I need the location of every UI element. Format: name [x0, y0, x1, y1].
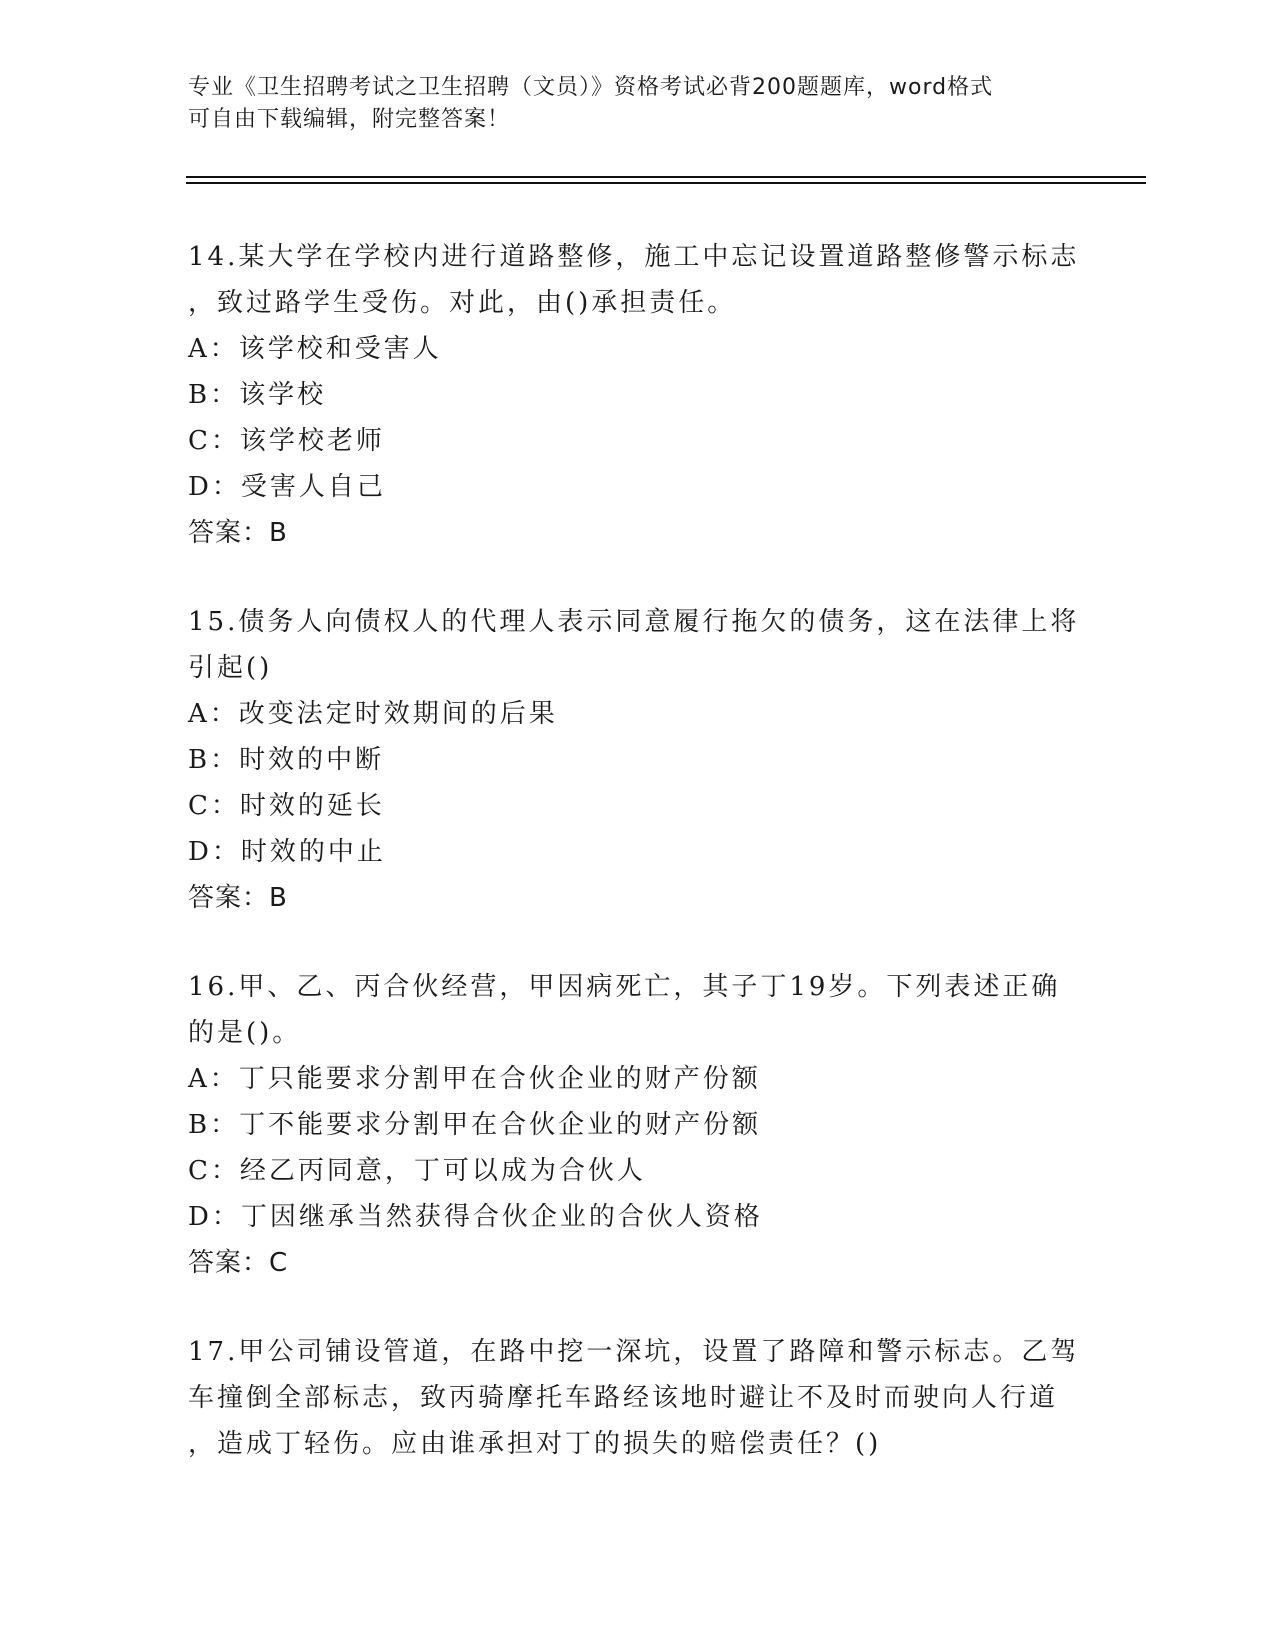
question-stem-line: ，致过路学生受伤。对此，由()承担责任。 — [188, 288, 737, 318]
answer-line: 答案：C — [188, 1248, 289, 1278]
question-stem-line: 14.某大学在学校内进行道路整修，施工中忘记设置道路整修警示标志 — [188, 242, 1080, 272]
option-c: C：经乙丙同意，丁可以成为合伙人 — [188, 1156, 646, 1186]
question-stem-line: 车撞倒全部标志，致丙骑摩托车路经该地时避让不及时而驶向人行道 — [188, 1383, 1059, 1413]
option-d: D：受害人自己 — [188, 472, 386, 502]
option-d: D：时效的中止 — [188, 837, 386, 867]
question-stem-line: 引起() — [188, 653, 273, 683]
option-c: C：该学校老师 — [188, 426, 385, 456]
option-d: D：丁因继承当然获得合伙企业的合伙人资格 — [188, 1202, 763, 1232]
option-b: B：该学校 — [188, 380, 327, 410]
question-14 — [188, 234, 1088, 556]
header-intro-line-2: 可自由下载编辑，附完整答案！ — [188, 107, 511, 132]
option-b: B：时效的中断 — [188, 745, 385, 775]
answer-line: 答案：B — [188, 883, 288, 913]
question-stem-line: ，造成丁轻伤。应由谁承担对丁的损失的赔偿责任？() — [188, 1429, 882, 1459]
question-list — [188, 234, 1088, 1510]
option-a: A：改变法定时效期间的后果 — [188, 699, 558, 729]
question-stem-line: 16.甲、乙、丙合伙经营，甲因病死亡，其子丁19岁。下列表述正确 — [188, 972, 1061, 1002]
header-divider-top — [186, 176, 1146, 178]
header-divider-bottom — [186, 182, 1146, 184]
option-b: B：丁不能要求分割甲在合伙企业的财产份额 — [188, 1110, 762, 1140]
option-a: A：丁只能要求分割甲在合伙企业的财产份额 — [188, 1064, 761, 1094]
question-16 — [188, 964, 1088, 1286]
question-stem-line: 的是()。 — [188, 1018, 302, 1048]
option-c: C：时效的延长 — [188, 791, 385, 821]
document-header — [188, 72, 1088, 136]
answer-line: 答案：B — [188, 518, 288, 548]
question-17 — [188, 1329, 1088, 1467]
option-a: A：该学校和受害人 — [188, 334, 442, 364]
question-stem-line: 17.甲公司铺设管道，在路中挖一深坑，设置了路障和警示标志。乙驾 — [188, 1337, 1080, 1367]
question-15 — [188, 599, 1088, 921]
question-stem-line: 15.债务人向债权人的代理人表示同意履行拖欠的债务，这在法律上将 — [188, 607, 1080, 637]
header-intro-line-1: 专业《卫生招聘考试之卫生招聘（文员）》资格考试必背200题题库，word格式 — [188, 75, 994, 100]
